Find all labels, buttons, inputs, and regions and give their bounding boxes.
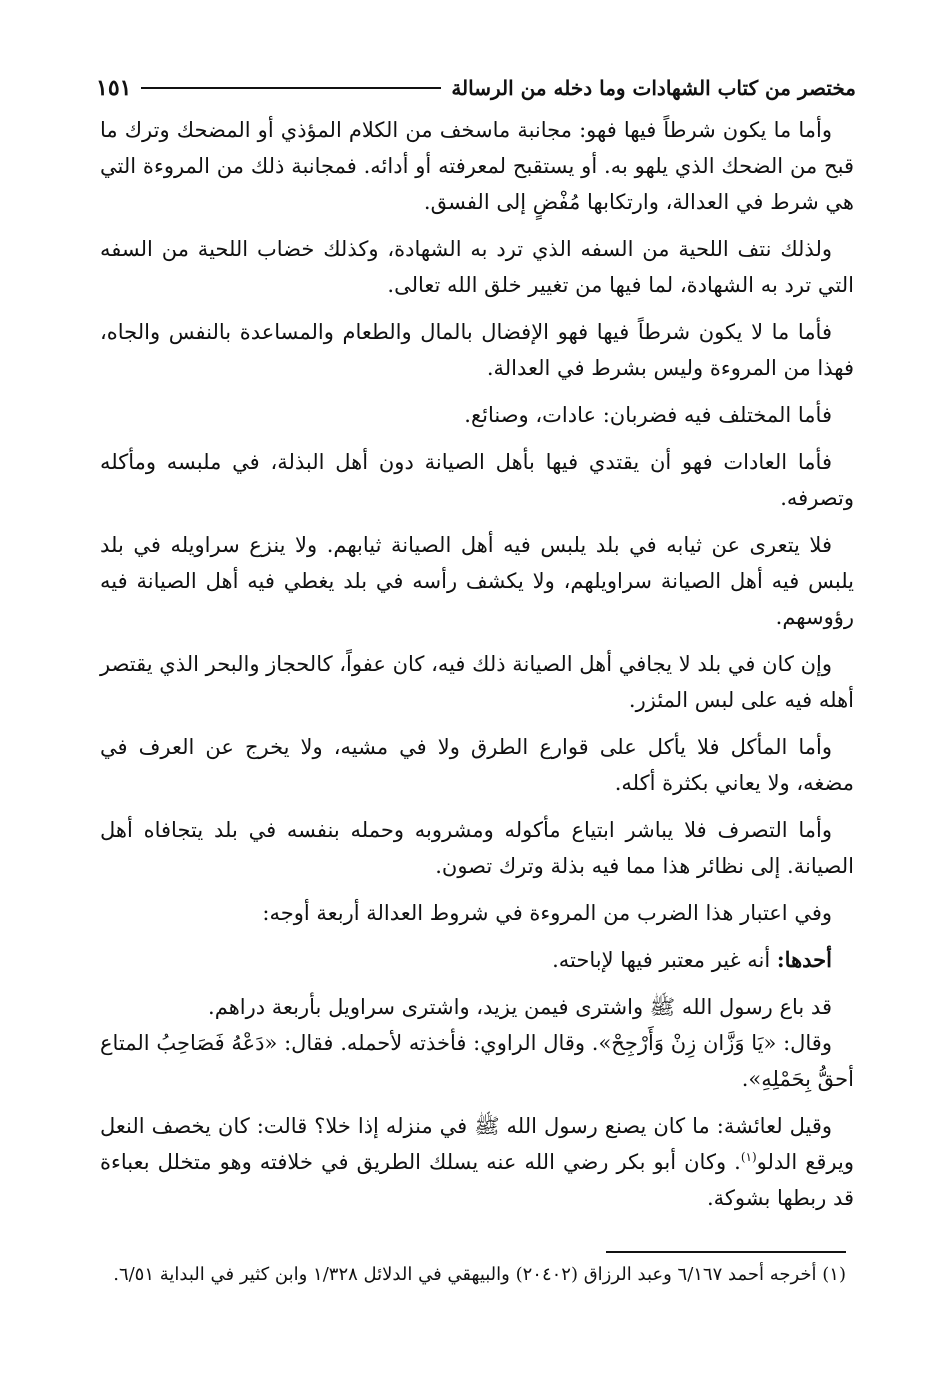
paragraph-beard: ولذلك نتف اللحية من السفه الذي ترد به الشهادة، وكذلك خضاب اللحية من السفه التي ترد به الشهادة، لما فيها من تغيير خلق الله تعالى. — [100, 237, 854, 297]
aisha-text-continued: . وكان أبو بكر رضي الله عنه يسلك الطريق في خلافته وهو متخلل بعباءة قد ربطها بشوكة. — [100, 1150, 854, 1210]
first-view-text: أنه غير معتبر فيها لإباحته. — [552, 948, 777, 972]
footnote-rule — [606, 1251, 846, 1253]
footnote: (١) أخرجه أحمد ٦/١٦٧ وعبد الرزاق (٢٠٤٠٢) والبيهقي في الدلائل ١/٣٢٨ وابن كثير في البداية ٦/٥١. — [113, 1264, 846, 1285]
page-number: ١٥١ — [96, 75, 132, 101]
paragraph-conditions: وأما ما يكون شرطاً فيها فهو: مجانبة ماسخف من الكلام المؤذي أو المضحك وترك ما قبح من الضحك الذي يلهو به. أو يستقبح لمعرفته أو أدائه. فمجانبة ذلك من المروءة التي هي شرط في العدالة، وارتكابها مُفْضٍ إلى الفسق. — [100, 118, 854, 214]
page-header — [96, 66, 856, 110]
paragraph-customs: فأما العادات فهو أن يقتدي فيها بأهل الصيانة دون أهل البذلة، في ملبسه ومأكله وتصرفه. — [100, 450, 854, 510]
running-title: مختصر من كتاب الشهادات وما دخله من الرسالة — [451, 76, 856, 100]
paragraph-hadith-sale: قد باع رسول الله ﷺ واشترى فيمن يزيد، واشترى سراويل بأربعة دراهم. — [208, 995, 832, 1019]
paragraph-first-view — [100, 942, 854, 978]
aisha-text: وقيل لعائشة: ما كان يصنع رسول الله ﷺ في منزله إذا خلا؟ قالت: كان يخصف النعل ويرقع الدلو — [100, 1114, 854, 1174]
page-body — [100, 112, 854, 1227]
paragraph-hadith-weigher: وقال: «يَا وَزَّان زِنْ وَأَرْجِحْ». وقال الراوي: فأخذته لأحمله. فقال: «دَعْهُ فَصَاحِبُ المتاع أحقُّ بِحَمْلِهِ». — [100, 1031, 854, 1091]
first-view-lead: أحدها: — [776, 947, 832, 972]
paragraph-conduct: وأما التصرف فلا يباشر ابتياع مأكوله ومشروبه وحمله بنفسه في بلد يتجافاه أهل الصيانة. إلى نظائر هذا مما فيه بذلة وترك تصون. — [100, 818, 854, 878]
paragraph-disputed: فأما المختلف فيه فضربان: عادات، وصنائع. — [464, 403, 832, 427]
paragraph-hijaz: وإن كان في بلد لا يجافي أهل الصيانة ذلك فيه، كان عفواً، كالحجاز والبحر الذي يقتصر أهله فيه على لبس المئزر. — [99, 652, 854, 712]
paragraph-four-views: وفي اعتبار هذا الضرب من المروءة في شروط العدالة أربعة أوجه: — [262, 901, 832, 925]
paragraph-clothing: فلا يتعرى عن ثيابه في بلد يلبس فيه أهل الصيانة ثيابهم. ولا ينزع سراويله في بلد يلبس فيه أهل الصيانة سراويلهم، ولا يكشف رأسه في بلد يغطي فيه أهل الصيانة فيه رؤوسهم. — [100, 533, 854, 629]
paragraph-aisha — [100, 1108, 854, 1216]
footnote-reference: (١) — [740, 1150, 757, 1164]
paragraph-not-condition: فأما ما لا يكون شرطاً فيها فهو الإفضال بالمال والطعام والمساعدة بالنفس والجاه، فهذا من المروءة وليس بشرط في العدالة. — [100, 320, 854, 380]
header-rule — [141, 87, 441, 89]
paragraph-eating: وأما المأكل فلا يأكل على قوارع الطرق ولا في مشيه، ولا يخرج عن العرف في مضغه، ولا يعاني بكثرة أكله. — [100, 735, 854, 795]
